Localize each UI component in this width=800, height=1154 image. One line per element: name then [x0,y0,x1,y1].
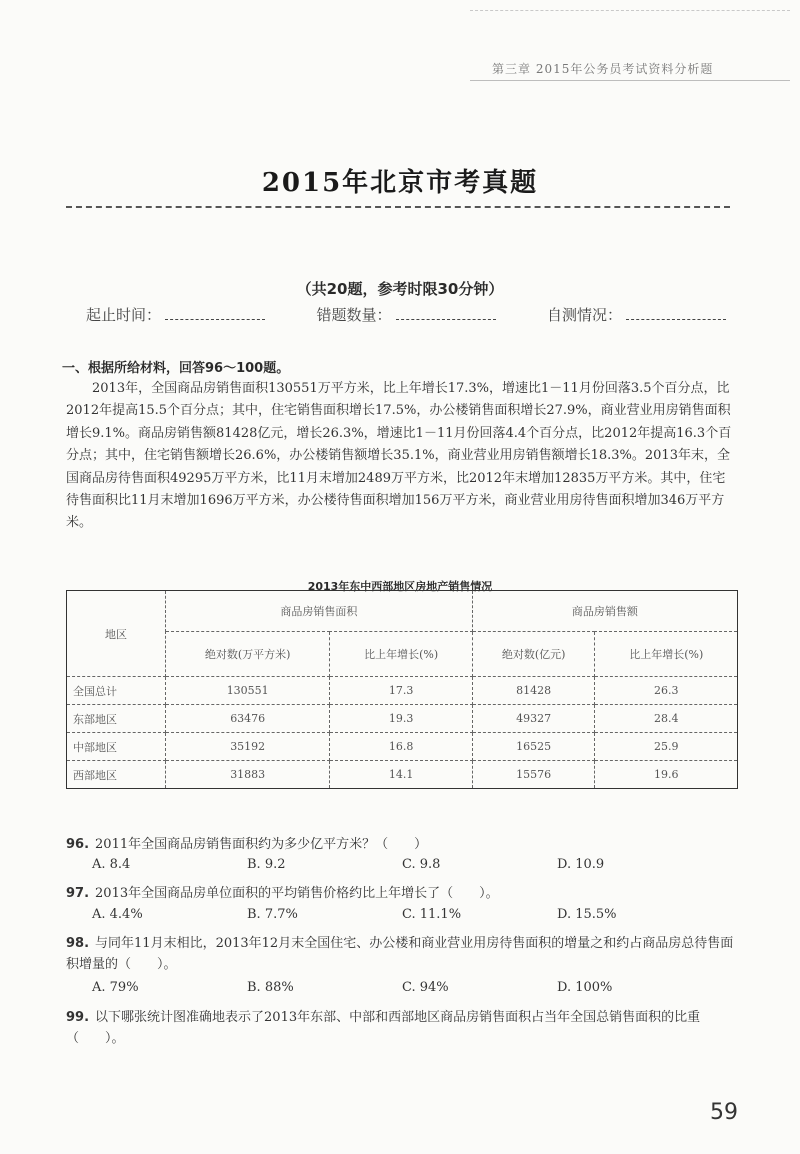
question-96 [66,834,742,855]
option-a: A. 8.4 [92,857,131,872]
top-dotted-rule [470,10,790,11]
table-row [67,705,738,733]
question-number: 97. [66,886,90,901]
sales-cell: 16525 [472,733,595,761]
table-caption: 2013年东中西部地区房地产销售情况 [307,580,493,593]
table-row [67,761,738,789]
question-number: 96. [66,837,90,852]
wrong-count-field [316,304,495,325]
region-cell: 西部地区 [67,761,166,789]
sales-group-header: 商品房销售额 [472,591,737,632]
option-c: C. 11.1% [402,907,462,922]
option-b: B. 9.2 [247,857,286,872]
area-growth-cell: 16.8 [330,733,472,761]
wrong-count-blank [396,319,496,320]
option-d: D. 100% [557,980,613,995]
option-b: B. 88% [247,980,294,995]
meta-row [86,304,726,325]
self-eval-field [547,304,726,325]
region-header: 地区 [67,591,166,677]
area-growth-cell: 14.1 [330,761,472,789]
page-title: 2015年北京市考真题 [261,168,539,198]
wrong-count-label: 错题数量： [316,306,392,324]
sales-cell: 15576 [472,761,595,789]
options-96 [92,857,712,872]
option-a: A. 79% [92,980,139,995]
self-eval-blank [626,319,726,320]
self-eval-label: 自测情况： [546,306,622,324]
sales-growth-cell: 19.6 [595,761,738,789]
question-number: 99. [66,1010,90,1025]
page-number: 59 [710,1100,738,1125]
start-time-field [86,304,265,325]
region-cell: 东部地区 [67,705,166,733]
sales-growth-cell: 26.3 [595,677,738,705]
option-d: D. 15.5% [557,907,617,922]
sales-cell: 81428 [472,677,595,705]
option-a: A. 4.4% [92,907,143,922]
table-header-row-2 [67,632,738,677]
option-c: C. 9.8 [402,857,441,872]
question-number: 98. [66,936,90,951]
options-98 [92,980,712,995]
sales-growth-cell: 25.9 [595,733,738,761]
area-cell: 35192 [166,733,330,761]
area-growth-cell: 17.3 [330,677,472,705]
title-block [0,162,800,199]
subtitle: （共20题，参考时限30分钟） [296,280,504,298]
question-text: 以下哪张统计图准确地表示了2013年东部、中部和西部地区商品房销售面积占当年全国总销售面积的比重（ ）。 [66,1010,701,1046]
sales-table [66,590,738,789]
area-cell: 130551 [166,677,330,705]
growth-area-header: 比上年增长(%) [330,632,472,677]
option-b: B. 7.7% [247,907,298,922]
abs-sales-header: 绝对数(亿元) [472,632,595,677]
table-header-row-1 [67,591,738,632]
sales-growth-cell: 28.4 [595,705,738,733]
sales-cell: 49327 [472,705,595,733]
area-group-header: 商品房销售面积 [166,591,473,632]
option-d: D. 10.9 [557,857,605,872]
region-cell: 全国总计 [67,677,166,705]
options-97 [92,907,712,922]
question-97 [66,883,742,904]
option-c: C. 94% [402,980,449,995]
question-text: 2011年全国商品房销售面积约为多少亿平方米？（ ） [95,837,428,852]
start-time-blank [165,319,265,320]
start-time-label: 起止时间： [86,306,162,324]
passage-text: 2013年，全国商品房销售面积130551万平方米，比上年增长17.3%，增速比1－11月份回落3.5个百分点，比2012年提高15.5个百分点；其中，住宅销售面积增长17.5%，办公楼销售面积增长27.9%，商业营业用房销售面积增长9.1%。商品房销售额81428亿元，增长26.3%，增速比1－11月份回落4.4个百分点，比2012年提高16.3个百分点；其中，住宅销售额增长26.6%，办公楼销售额增长35.1%，商业营业用房销售额增长18.3%。2013年末，全国商品房待售面积49295万平方米，比11月末增加2489万平方米，比2012年末增加12835万平方米。其中，住宅待售面积比11月末增加1696万平方米，办公楼待售面积增加156万平方米，商业营业用房待售面积增加346万平方米。 [66,381,732,531]
running-head: 第三章 2015年公务员考试资料分析题 [492,62,714,76]
growth-sales-header: 比上年增长(%) [595,632,738,677]
abs-area-header: 绝对数(万平方米) [166,632,330,677]
header-rule [470,80,790,81]
area-growth-cell: 19.3 [330,705,472,733]
question-text: 与同年11月末相比，2013年12月末全国住宅、办公楼和商业营业用房待售面积的增量之和约占商品房总待售面积增量的（ ）。 [66,936,734,972]
area-cell: 63476 [166,705,330,733]
title-underline [66,206,730,208]
region-cell: 中部地区 [67,733,166,761]
question-99 [66,1007,742,1049]
question-text: 2013年全国商品房单位面积的平均销售价格约比上年增长了（ ）。 [95,886,499,901]
section-heading: 一、根据所给材料，回答96～100题。 [62,361,290,376]
question-98 [66,933,742,975]
table-row [67,677,738,705]
area-cell: 31883 [166,761,330,789]
table-row [67,733,738,761]
